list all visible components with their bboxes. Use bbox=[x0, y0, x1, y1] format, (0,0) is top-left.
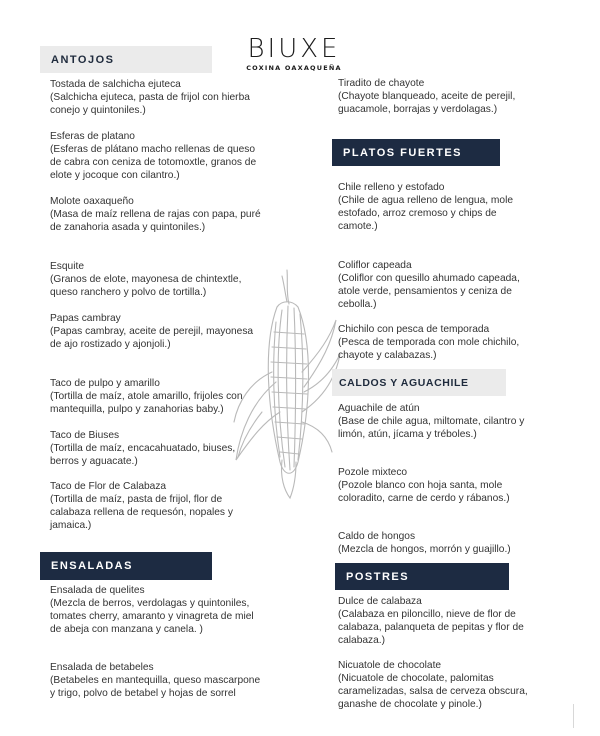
menu-item bbox=[338, 595, 532, 647]
menu-item-description: (Nicuatole de chocolate, palomitas caramelizadas, salsa de cerveza obscura, ganashe de chocolate y pinole.) bbox=[338, 673, 528, 710]
menu-item bbox=[338, 259, 528, 311]
menu-item-name: Taco de pulpo y amarillo bbox=[50, 378, 160, 389]
section-header-platos-fuertes: PLATOS FUERTES bbox=[332, 139, 500, 166]
menu-item bbox=[338, 77, 528, 116]
menu-item-description: (Pozole blanco con hoja santa, mole coloradito, carne de cerdo y rábanos.) bbox=[338, 480, 510, 504]
menu-item-name: Coliflor capeada bbox=[338, 260, 412, 271]
menu-item-name: Chichilo con pesca de temporada bbox=[338, 324, 490, 335]
menu-item-description: (Granos de elote, mayonesa de chintextle, queso ranchero y polvo de tortilla.) bbox=[50, 274, 242, 298]
menu-item bbox=[50, 195, 262, 234]
menu-item-description: (Masa de maíz rellena de rajas con papa, puré de zanahoria asada y quintoniles.) bbox=[50, 209, 261, 233]
menu-item-description: (Tortilla de maíz, pasta de frijol, flor de calabaza rellena de requesón, nopales y jamaica.) bbox=[50, 494, 233, 531]
menu-item bbox=[50, 78, 260, 117]
menu-item-description: (Papas cambray, aceite de perejil, mayonesa de ajo rostizado y ajonjoli.) bbox=[50, 326, 254, 350]
menu-item-name: Esquite bbox=[50, 261, 84, 272]
menu-item-description: (Coliflor con quesillo ahumado capeada, atole verde, pensamientos y ceniza de cebolla.) bbox=[338, 273, 520, 310]
menu-item-name: Taco de Flor de Calabaza bbox=[50, 481, 167, 492]
section-header-antojos: ANTOJOS bbox=[40, 46, 212, 73]
menu-item bbox=[50, 480, 246, 532]
menu-item bbox=[50, 377, 254, 416]
menu-item-name: Nicuatole de chocolate bbox=[338, 660, 442, 671]
menu-item-name: Caldo de hongos bbox=[338, 531, 416, 542]
menu-item-description: (Tortilla de maíz, atole amarillo, frijoles con mantequilla, pulpo y zanahorias baby.) bbox=[50, 391, 243, 415]
menu-item-name: Papas cambray bbox=[50, 313, 121, 324]
menu-item bbox=[338, 323, 528, 362]
menu-item-name: Dulce de calabaza bbox=[338, 596, 422, 607]
page-edge-divider bbox=[573, 704, 574, 728]
menu-item bbox=[50, 661, 262, 700]
menu-item-name: Taco de Biuses bbox=[50, 430, 120, 441]
menu-item-description: (Betabeles en mantequilla, queso mascarpone y trigo, polvo de betabel y hojas de sorrel bbox=[50, 675, 261, 699]
menu-item-description: (Base de chile agua, miltomate, cilantro y limón, atún, jícama y tréboles.) bbox=[338, 416, 525, 440]
menu-item-name: Tostada de salchicha ejuteca bbox=[50, 79, 181, 90]
menu-item bbox=[338, 530, 534, 556]
menu-item-description: (Mezcla de berros, verdolagas y quintoniles, tomates cherry, amaranto y vinagreta de miel de abeja con manzana y canela. ) bbox=[50, 598, 254, 635]
menu-item-name: Ensalada de betabeles bbox=[50, 662, 154, 673]
menu-item-name: Tiradito de chayote bbox=[338, 78, 425, 89]
section-header-ensaladas: ENSALADAS bbox=[40, 552, 212, 580]
menu-item-description: (Mezcla de hongos, morrón y guajillo.) bbox=[338, 544, 511, 555]
menu-item bbox=[338, 402, 530, 441]
menu-item-description: (Calabaza en piloncillo, nieve de flor de calabaza, palanqueta de pepitas y flor de calabaza.) bbox=[338, 609, 524, 646]
menu-item-name: Ensalada de quelites bbox=[50, 585, 145, 596]
brand-tagline: COXINA OAXAQUEÑA bbox=[246, 64, 342, 72]
menu-item bbox=[50, 312, 260, 351]
menu-item-description: (Salchicha ejuteca, pasta de frijol con hierba conejo y quintoniles.) bbox=[50, 92, 250, 116]
menu-item-name: Aguachile de atún bbox=[338, 403, 420, 414]
menu-item bbox=[50, 584, 258, 636]
brand-logo bbox=[230, 35, 358, 72]
menu-item bbox=[338, 466, 542, 505]
menu-item bbox=[338, 181, 536, 233]
menu-item-description: (Esferas de plátano macho rellenas de queso de cabra con ceniza de totomoxtle, granos de elote y jocoque con cilantro.) bbox=[50, 144, 257, 181]
menu-item-name: Molote oaxaqueño bbox=[50, 196, 134, 207]
menu-item bbox=[50, 260, 250, 299]
menu-item-description: (Chayote blanqueado, aceite de perejil, guacamole, borrajas y verdolagas.) bbox=[338, 91, 516, 115]
section-header-caldos: CALDOS Y AGUACHILE bbox=[332, 369, 506, 396]
menu-item bbox=[50, 429, 250, 468]
menu-item-name: Pozole mixteco bbox=[338, 467, 408, 478]
brand-name: BIUXE bbox=[247, 34, 341, 64]
menu-item-name: Esferas de platano bbox=[50, 131, 135, 142]
menu-item bbox=[50, 130, 262, 182]
menu-item-description: (Pesca de temporada con mole chichilo, chayote y calabazas.) bbox=[338, 337, 520, 361]
menu-item-description: (Chile de agua relleno de lengua, mole estofado, arroz cremoso y chips de camote.) bbox=[338, 195, 514, 232]
menu-item-description: (Tortilla de maíz, encacahuatado, biuses, berros y aguacate.) bbox=[50, 443, 236, 467]
section-header-postres: POSTRES bbox=[335, 563, 509, 590]
menu-item bbox=[338, 659, 536, 711]
menu-item-name: Chile relleno y estofado bbox=[338, 182, 445, 193]
